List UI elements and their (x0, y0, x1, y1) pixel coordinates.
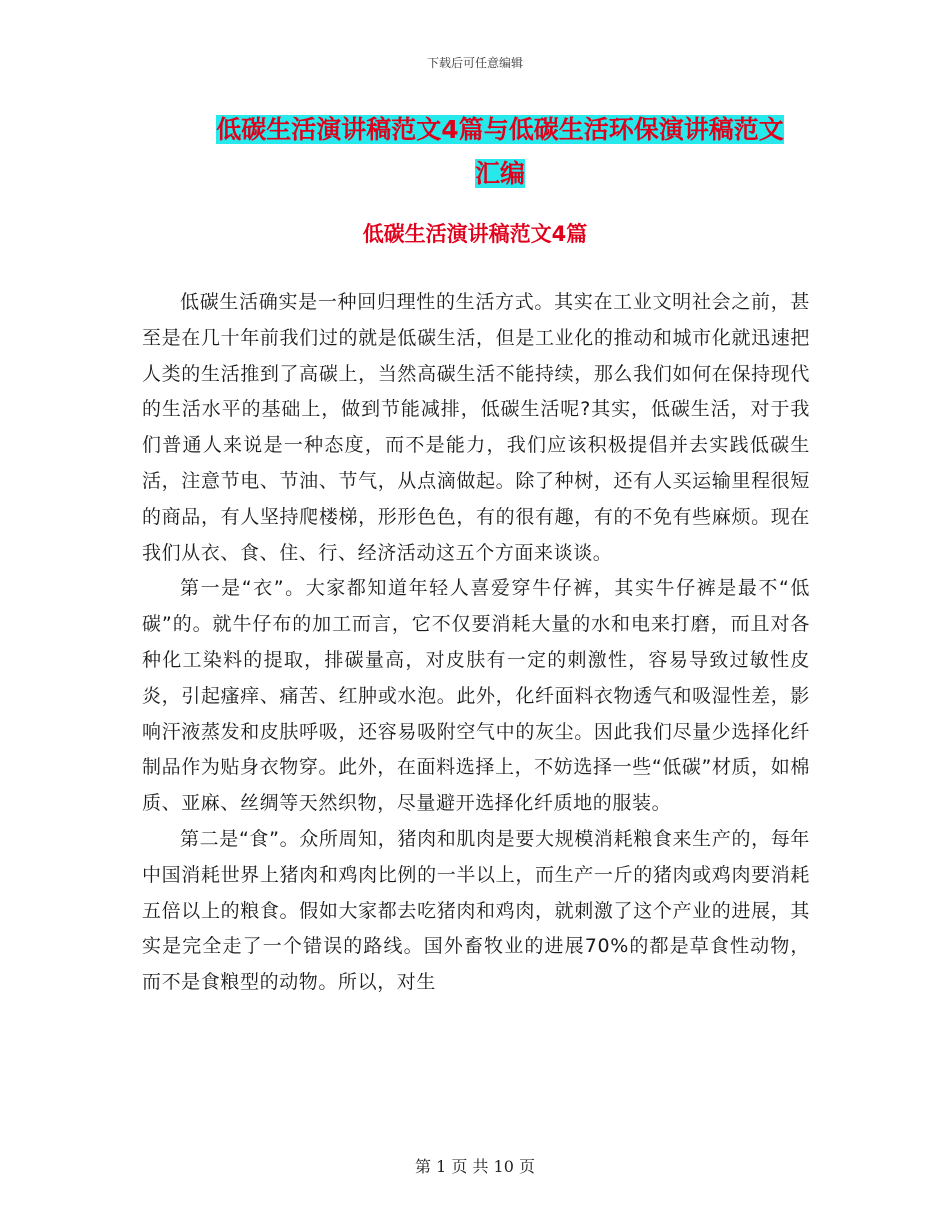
section-heading: 低碳生活演讲稿范文4篇 (362, 222, 588, 246)
paragraph: 第一是“衣”。大家都知道年轻人喜爱穿牛仔裤，其实牛仔裤是最不“低碳”的。就牛仔布的加工而言，它不仅要消耗大量的水和电来打磨，而且对各种化工染料的提取，排碳量高，对皮肤有一定的刺激性，容易导致过敏性皮炎，引起瘙痒、痛苦、红肿或水泡。此外，化纤面料衣物透气和吸湿性差，影响汗液蒸发和皮肤呼吸，还容易吸附空气中的灰尘。因此我们尽量少选择化纤制品作为贴身衣物穿。此外，在面料选择上，不妨选择一些“低碳”材质，如棉质、亚麻、丝绸等天然织物，尽量避开选择化纤质地的服装。 (142, 577, 810, 815)
document-body (142, 285, 810, 1001)
page-number-footer: 第 1 页 共 10 页 (415, 1157, 535, 1176)
document-title-line-2: 汇编 (474, 159, 525, 188)
document-title-line-1: 低碳生活演讲稿范文4篇与低碳生活环保演讲稿范文 (216, 115, 784, 144)
page-header-note: 下载后可任意编辑 (426, 56, 523, 70)
document-title (180, 108, 820, 196)
paragraph: 第二是“食”。众所周知，猪肉和肌肉是要大规模消耗粮食来生产的，每年中国消耗世界上猪肉和鸡肉比例的一半以上，而生产一斤的猪肉或鸡肉要消耗五倍以上的粮食。假如大家都去吃猪肉和鸡肉，就刺激了这个产业的进展，其实是完全走了一个错误的路线。国外畜牧业的进展70%的都是草食性动物，而不是食粮型的动物。所以，对生 (142, 827, 810, 994)
paragraph: 低碳生活确实是一种回归理性的生活方式。其实在工业文明社会之前，甚至是在几十年前我们过的就是低碳生活，但是工业化的推动和城市化就迅速把人类的生活推到了高碳上，当然高碳生活不能持续，那么我们如何在保持现代的生活水平的基础上，做到节能减排，低碳生活呢?其实，低碳生活，对于我们普通人来说是一种态度，而不是能力，我们应该积极提倡并去实践低碳生活，注意节电、节油、节气，从点滴做起。除了种树，还有人买运输里程很短的商品，有人坚持爬楼梯，形形色色，有的很有趣，有的不免有些麻烦。现在我们从衣、食、住、行、经济活动这五个方面来谈谈。 (142, 291, 810, 564)
